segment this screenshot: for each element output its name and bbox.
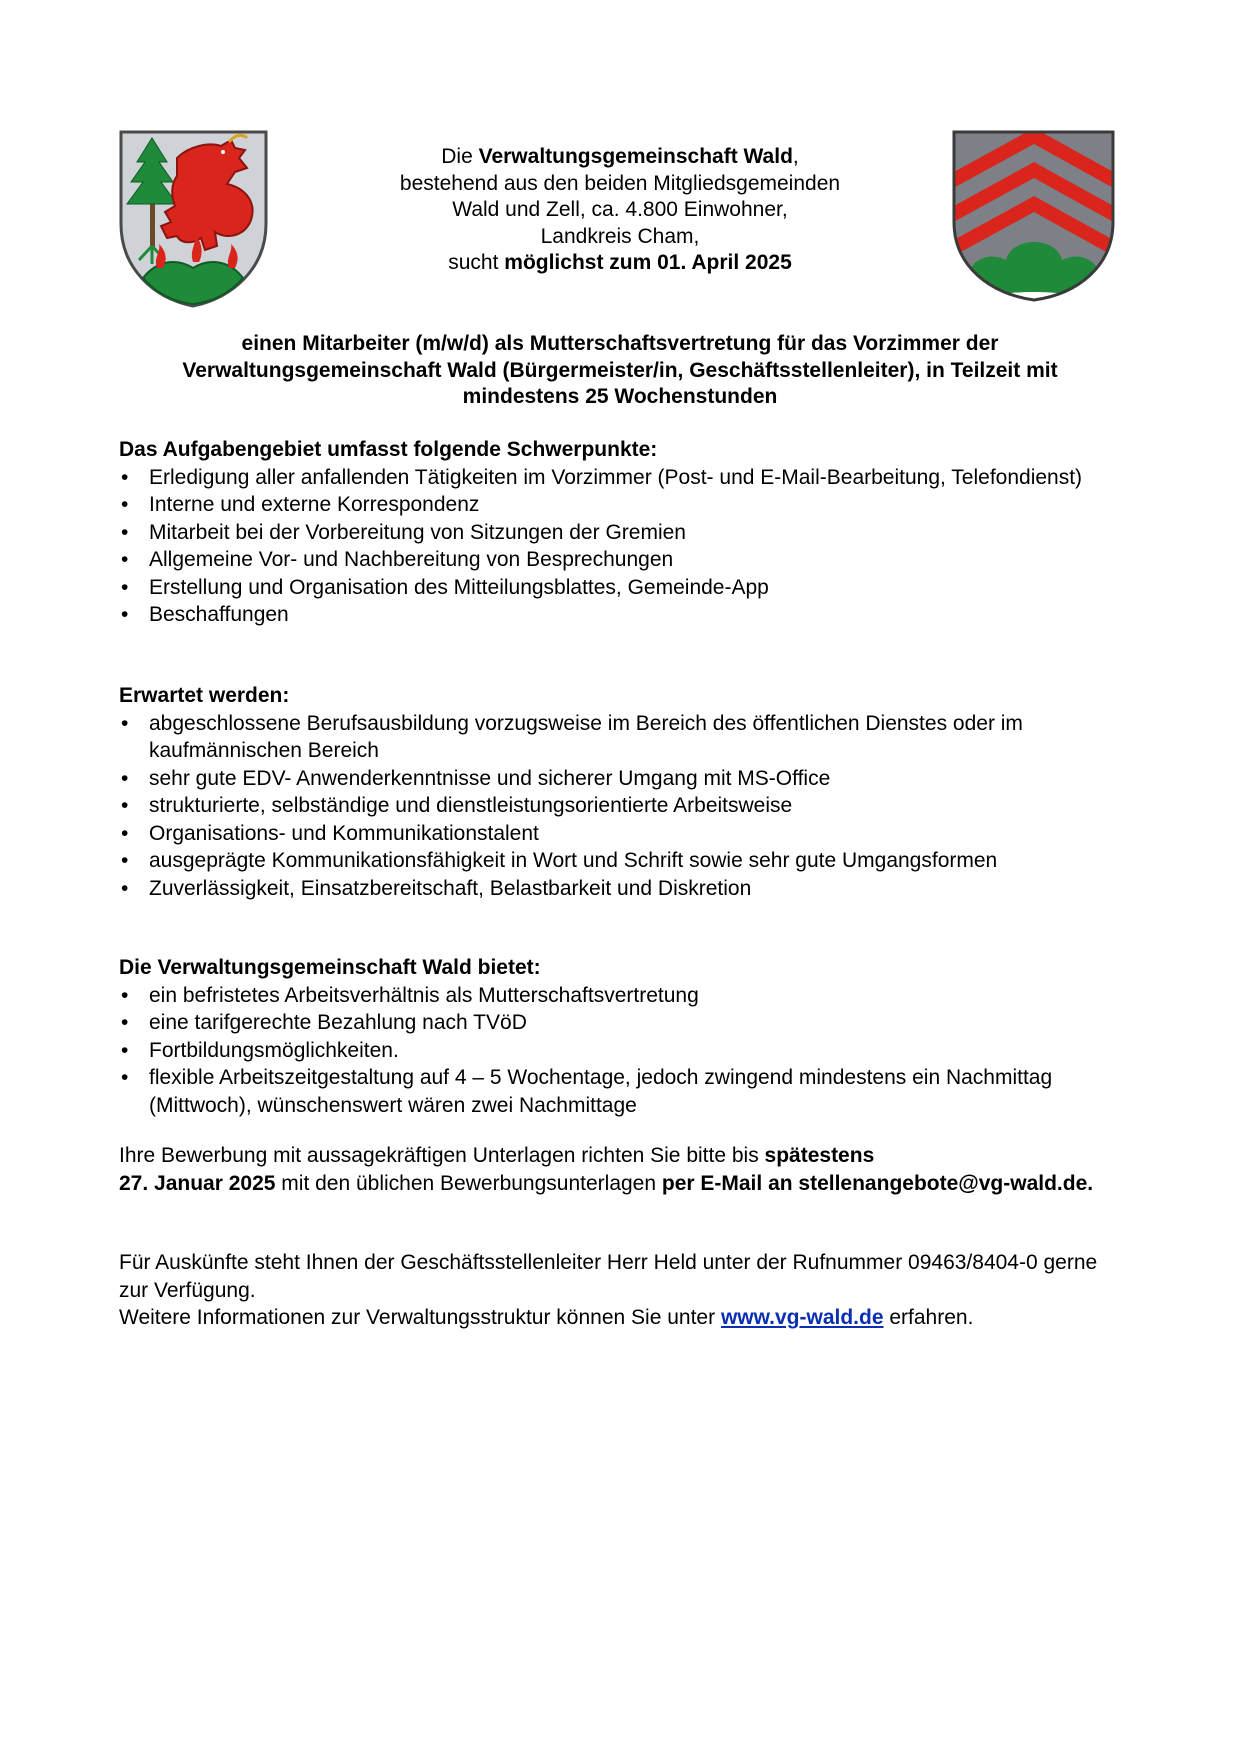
tasks-section bbox=[119, 436, 1129, 629]
job-title-line-2: Verwaltungsgemeinschaft Wald (Bürgermeister/in, Geschäftsstellenleiter), in Teilzeit mit bbox=[182, 358, 1058, 382]
intro-line-3: Wald und Zell, ca. 4.800 Einwohner, bbox=[452, 198, 788, 221]
apply-text-2: mit den üblichen Bewerbungsunterlagen bbox=[275, 1171, 662, 1195]
apply-text-1: Ihre Bewerbung mit aussagekräftigen Unterlagen richten Sie bitte bis bbox=[119, 1144, 765, 1167]
intro-block bbox=[320, 144, 920, 277]
tasks-heading: Das Aufgabengebiet umfasst folgende Schwerpunkte: bbox=[119, 438, 658, 461]
intro-line-2: bestehend aus den beiden Mitgliedsgemeinden bbox=[399, 171, 841, 195]
expectations-section bbox=[119, 682, 1129, 902]
list-item: • flexible Arbeitszeitgestaltung auf 4 – 5 Wochentage, jedoch zwingend mindestens ein Nachmittag (Mittwoch), wünschenswert wären zwei Nachmittage bbox=[119, 1064, 1129, 1119]
list-item: • Erstellung und Organisation des Mitteilungsblattes, Gemeinde-App bbox=[119, 574, 1129, 602]
list-item: • Erledigung aller anfallenden Tätigkeiten im Vorzimmer (Post- und E-Mail-Bearbeitung, Telefondienst) bbox=[119, 464, 1129, 492]
list-item: • ausgeprägte Kommunikationsfähigkeit in Wort und Schrift sowie sehr gute Umgangsformen bbox=[119, 847, 1129, 875]
list-item: • ein befristetes Arbeitsverhältnis als Mutterschaftsvertretung bbox=[119, 982, 1129, 1010]
intro-line-4: Landkreis Cham, bbox=[540, 224, 700, 248]
list-item: • Interne und externe Korrespondenz bbox=[119, 491, 1129, 519]
contact-line-1: Für Auskünfte steht Ihnen der Geschäftsstellenleiter Herr Held unter der Rufnummer 09463/8404-0 gerne zur Verfügung. bbox=[119, 1251, 1098, 1302]
tasks-list bbox=[119, 464, 1129, 629]
website-link[interactable]: www.vg-wald.de bbox=[720, 1306, 884, 1329]
offer-section bbox=[119, 954, 1129, 1119]
list-item: • Organisations- und Kommunikationstalent bbox=[119, 820, 1129, 848]
job-title-line-3: mindestens 25 Wochenstunden bbox=[462, 385, 778, 408]
coat-of-arms-wald-icon bbox=[117, 128, 270, 310]
apply-deadline-label: spätestens bbox=[764, 1144, 875, 1167]
contact-line-2: Weitere Informationen zur Verwaltungsstruktur können Sie unter www.vg-wald.de erfahren. bbox=[119, 1306, 974, 1329]
list-item: • eine tarifgerechte Bezahlung nach TVöD bbox=[119, 1009, 1129, 1037]
list-item: • abgeschlossene Berufsausbildung vorzugsweise im Bereich des öffentlichen Dienstes oder im kaufmännischen Bereich bbox=[119, 710, 1129, 765]
job-title-line-1: einen Mitarbeiter (m/w/d) als Mutterschaftsvertretung für das Vorzimmer der bbox=[241, 332, 999, 355]
job-title bbox=[118, 331, 1122, 411]
intro-line-1: Die Verwaltungsgemeinschaft Wald, bbox=[441, 145, 799, 168]
expectations-list bbox=[119, 710, 1129, 903]
offer-heading: Die Verwaltungsgemeinschaft Wald bietet: bbox=[119, 956, 541, 979]
list-item: • Fortbildungsmöglichkeiten. bbox=[119, 1037, 1129, 1065]
coat-of-arms-zell-icon bbox=[950, 128, 1117, 304]
list-item: • Mitarbeit bei der Vorbereitung von Sitzungen der Gremien bbox=[119, 519, 1129, 547]
list-item: • Allgemeine Vor- und Nachbereitung von Besprechungen bbox=[119, 546, 1129, 574]
list-item: • sehr gute EDV- Anwenderkenntnisse und sicherer Umgang mit MS-Office bbox=[119, 765, 1129, 793]
list-item: • strukturierte, selbständige und dienstleistungsorientierte Arbeitsweise bbox=[119, 792, 1129, 820]
expectations-heading: Erwartet werden: bbox=[119, 684, 290, 707]
list-item: • Beschaffungen bbox=[119, 601, 1129, 629]
intro-line-5: sucht möglichst zum 01. April 2025 bbox=[448, 251, 792, 274]
apply-deadline-date: 27. Januar 2025 bbox=[119, 1171, 276, 1195]
list-item: • Zuverlässigkeit, Einsatzbereitschaft, Belastbarkeit und Diskretion bbox=[119, 875, 1129, 903]
contact-paragraph bbox=[119, 1249, 1129, 1332]
apply-email[interactable]: per E-Mail an stellenangebote@vg-wald.de. bbox=[661, 1171, 1094, 1195]
application-paragraph bbox=[119, 1142, 1129, 1197]
offer-list bbox=[119, 982, 1129, 1120]
